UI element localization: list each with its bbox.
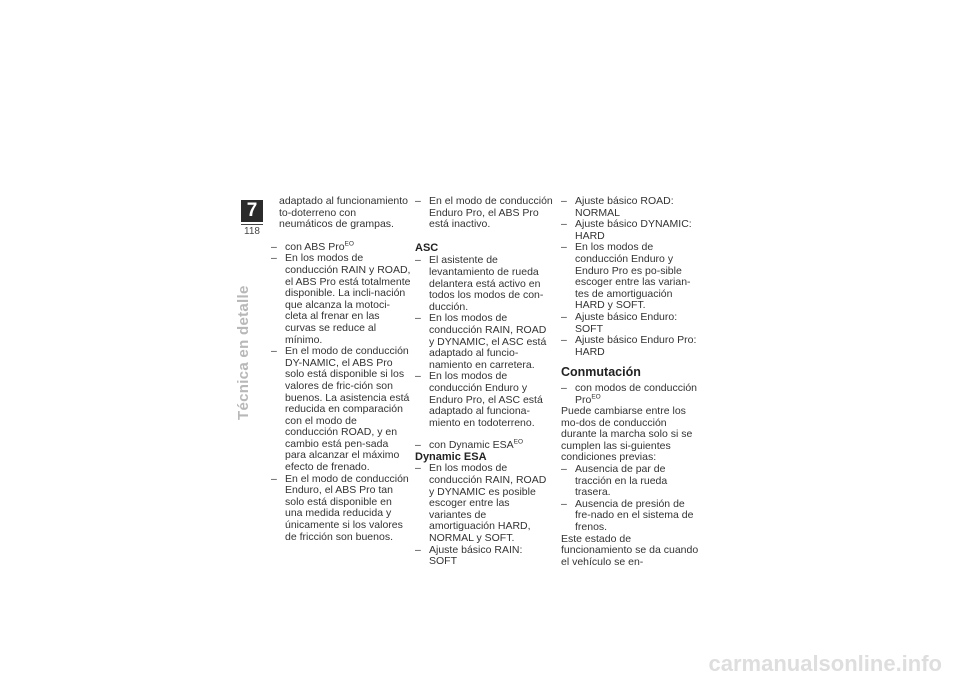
section-heading-asc: ASC	[415, 241, 439, 254]
list-item: – Ausencia de presión de fre-nado en el sistema de frenos.	[561, 499, 703, 534]
list-item: – Ausencia de par de tracción en la rueda trasera.	[561, 464, 703, 499]
list-item: – En el modo de conducción Enduro, el ABS Pro tan solo está disponible en una medida reducida y únicamente si los valores de fricción son buenos.	[271, 474, 411, 544]
eo-marker: EO	[513, 438, 524, 446]
text-column-1	[271, 196, 411, 543]
list-item: – Ajuste básico ROAD: NORMAL	[561, 196, 703, 219]
page-number: 118	[244, 226, 260, 237]
list-item: – En los modos de conducción RAIN, ROAD y DYNAMIC es posible escoger entre las variantes de amortiguación HARD, NORMAL y SOFT.	[415, 463, 553, 544]
paragraph: Este estado de funcionamiento se da cuando el vehículo se en-	[561, 532, 699, 568]
text-column-2	[415, 196, 553, 568]
list-item: – En los modos de conducción RAIN, ROAD y DYNAMIC, el ASC está adaptado al funcio-namiento en carretera.	[415, 313, 553, 371]
list-item: – En los modos de conducción RAIN y ROAD, el ABS Pro está totalmente disponible. La incli-nación que alcanza la motoci-cleta al frenar en las curvas se reduce al mínimo.	[271, 253, 411, 346]
eo-marker: EO	[591, 393, 601, 400]
list-item: – Ajuste básico Enduro Pro: HARD	[561, 335, 703, 358]
list-item: – En los modos de conducción Enduro y Enduro Pro, el ASC está adaptado al funciona-miento en todoterreno.	[415, 371, 553, 429]
watermark: carmanualsonline.info	[708, 651, 942, 676]
list-item: – El asistente de levantamiento de rueda delantera está activo en todos los modos de con-ducción.	[415, 255, 553, 313]
continued-paragraph: adaptado al funcionamiento to-doterreno con neumáticos de grampas.	[279, 195, 409, 231]
chapter-side-title: Técnica en detalle	[235, 285, 252, 420]
condition-riding-modes-pro: – con modos de conducción Pro$^{EO}$	[561, 383, 703, 406]
paragraph: Puede cambiarse entre los mo-dos de conducción durante la marcha solo si se cumplen las si-guientes condiciones previas:	[561, 405, 693, 464]
chapter-divider	[241, 224, 263, 225]
text-column-3	[561, 196, 703, 568]
section-heading-dynamic-esa: Dynamic ESA	[415, 450, 487, 463]
list-item: – Ajuste básico RAIN: SOFT	[415, 545, 553, 568]
list-item: – En el modo de conducción DY-NAMIC, el ABS Pro solo está disponible si los valores de fric-ción son buenos. La asistencia está reducida en comparación con el modo de conducción ROAD, y en cambio está pen-sada para alcanzar el máximo efecto de frenado.	[271, 346, 411, 474]
chapter-number: 7	[241, 200, 263, 222]
list-item: – En el modo de conducción Enduro Pro, el ABS Pro está inactivo.	[415, 196, 553, 231]
list-item: – En los modos de conducción Enduro y Enduro Pro es po-sible escoger entre las varian-tes de amortiguación HARD y SOFT.	[561, 242, 703, 312]
eo-marker: EO	[344, 240, 354, 248]
list-item: – Ajuste básico DYNAMIC: HARD	[561, 219, 703, 242]
condition-dynamic-esa: – con Dynamic $ESA^{EO}$	[415, 440, 553, 452]
list-item: – Ajuste básico Enduro: SOFT	[561, 312, 703, 335]
section-heading-conmutacion: Conmutación	[561, 365, 641, 380]
condition-abs-pro: – con ABS Pro$^{EO}$	[271, 242, 411, 254]
